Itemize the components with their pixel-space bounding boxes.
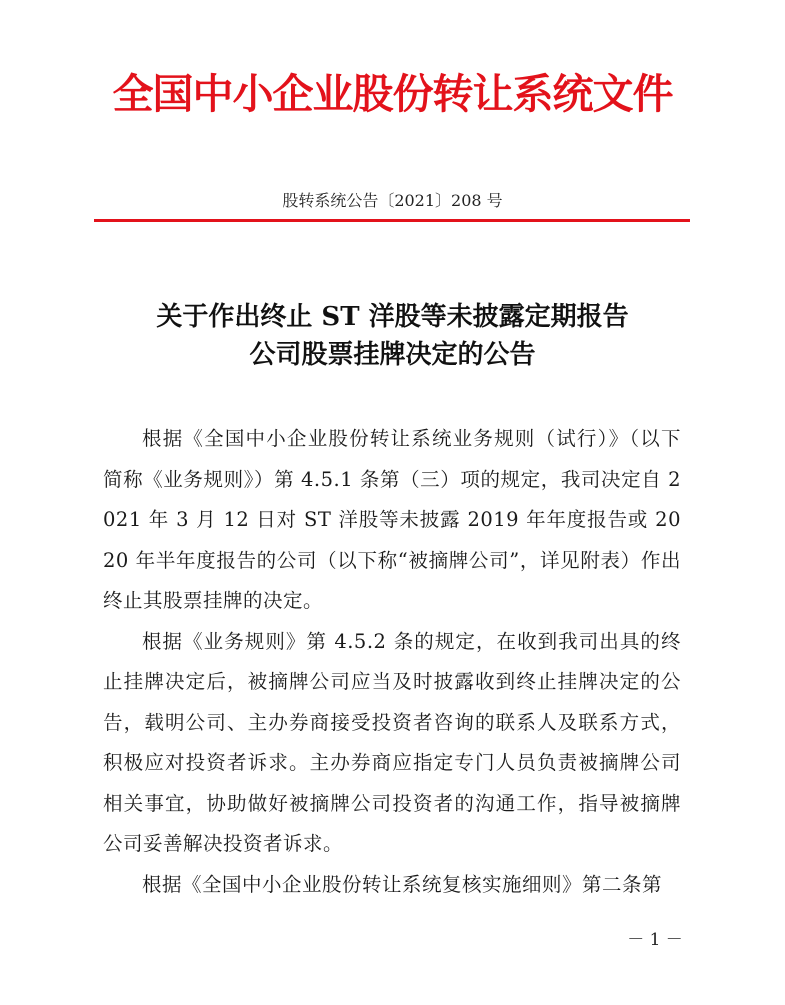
document-body	[103, 419, 681, 905]
title-line-2: 公司股票挂牌决定的公告	[249, 340, 536, 370]
body-paragraph-2: 根据《业务规则》第 4.5.2 条的规定，在收到我司出具的终止挂牌决定后，被摘牌公司应当及时披露收到终止挂牌决定的公告，载明公司、主办券商接受投资者咨询的联系人及联系方式，积极应对投资者诉求。主办券商应指定专门人员负责被摘牌公司相关事宜，协助做好被摘牌公司投资者的沟通工作，指导被摘牌公司妥善解决投资者诉求。	[103, 629, 681, 855]
document-title	[0, 298, 785, 374]
body-paragraph-3: 根据《全国中小企业股份转让系统复核实施细则》第二条第	[142, 872, 663, 896]
document-masthead: 全国中小企业股份转让系统文件	[112, 70, 673, 118]
header-divider	[94, 219, 690, 222]
body-paragraph-1: 根据《全国中小企业股份转让系统业务规则（试行）》（以下简称《业务规则》）第 4.5.1 条第（三）项的规定，我司决定自 2021 年 3 月 12 日对 ST 洋股等未披露 2019 年年度报告或 2020 年半年度报告的公司（以下称“被摘牌公司”，详见附表）作出终止其股票挂牌的决定。	[103, 427, 681, 612]
page-number: － 1 －	[627, 930, 683, 950]
document-number: 股转系统公告〔2021〕208 号	[282, 191, 503, 210]
title-line-1: 关于作出终止 ST 洋股等未披露定期报告	[156, 302, 629, 332]
